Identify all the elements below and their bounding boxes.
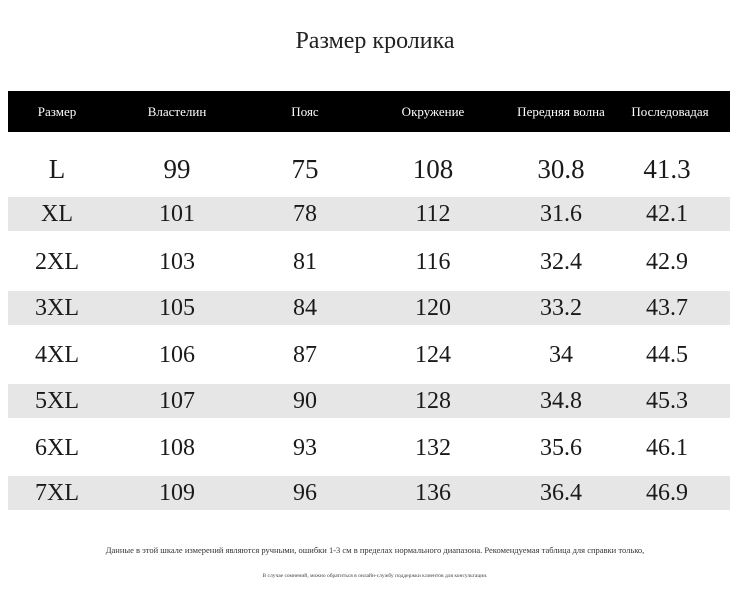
waist-cell: 96 bbox=[293, 480, 317, 506]
size-cell: 5XL bbox=[35, 388, 79, 414]
back-length-cell: 46.1 bbox=[646, 435, 688, 461]
front-length-cell: 34 bbox=[549, 342, 573, 368]
chest-cell: 108 bbox=[159, 435, 195, 461]
column-header-front-length: Передняя волна bbox=[517, 104, 605, 119]
chest-cell: 109 bbox=[159, 480, 195, 506]
back-length-cell: 44.5 bbox=[646, 342, 688, 368]
waist-cell: 75 bbox=[291, 154, 319, 184]
size-cell: XL bbox=[41, 201, 73, 227]
back-length-cell: 42.1 bbox=[646, 201, 688, 227]
front-length-cell: 36.4 bbox=[540, 480, 582, 506]
chest-cell: 107 bbox=[159, 388, 195, 414]
size-cell: 4XL bbox=[35, 342, 79, 368]
table-row bbox=[8, 431, 730, 465]
waist-cell: 78 bbox=[293, 201, 317, 227]
waist-cell: 81 bbox=[293, 249, 317, 275]
chest-cell: 106 bbox=[159, 342, 195, 368]
front-length-cell: 33.2 bbox=[540, 295, 582, 321]
waist-cell: 90 bbox=[293, 388, 317, 414]
column-header-hip: Окружение bbox=[401, 104, 465, 119]
column-header-back-length: Последовадая bbox=[631, 104, 709, 119]
table-row bbox=[8, 152, 730, 186]
page-title: Размер кролика bbox=[295, 28, 455, 54]
back-length-cell: 43.7 bbox=[646, 295, 688, 321]
measurement-disclaimer: Данные в этой шкале измерений являются ручными, ошибки 1-3 см в пределах нормального диапазона. Рекомендуемая таблица для справки только, bbox=[105, 545, 645, 555]
front-length-cell: 31.6 bbox=[540, 201, 582, 227]
size-cell: 2XL bbox=[35, 249, 79, 275]
table-header bbox=[8, 91, 730, 132]
chest-cell: 101 bbox=[159, 201, 195, 227]
hip-cell: 132 bbox=[415, 435, 451, 461]
front-length-cell: 30.8 bbox=[537, 154, 585, 184]
table-row bbox=[8, 197, 730, 231]
back-length-cell: 42.9 bbox=[646, 249, 688, 275]
column-header-waist: Пояс bbox=[291, 104, 319, 119]
table-row bbox=[8, 291, 730, 325]
size-cell: 3XL bbox=[35, 295, 79, 321]
waist-cell: 87 bbox=[293, 342, 317, 368]
hip-cell: 120 bbox=[415, 295, 451, 321]
support-note: В случае сомнений, можно обратиться в онлайн-службу поддержки клиентов для консультации. bbox=[262, 573, 488, 579]
size-cell: L bbox=[48, 154, 66, 184]
size-cell: 6XL bbox=[35, 435, 79, 461]
chest-cell: 103 bbox=[159, 249, 195, 275]
waist-cell: 84 bbox=[293, 295, 317, 321]
front-length-cell: 32.4 bbox=[540, 249, 582, 275]
back-length-cell: 41.3 bbox=[643, 154, 691, 184]
front-length-cell: 34.8 bbox=[540, 388, 582, 414]
hip-cell: 116 bbox=[415, 249, 451, 275]
column-header-size: Размер bbox=[37, 104, 77, 119]
front-length-cell: 35.6 bbox=[540, 435, 582, 461]
hip-cell: 112 bbox=[415, 201, 451, 227]
size-cell: 7XL bbox=[35, 480, 79, 506]
table-row bbox=[8, 338, 730, 372]
back-length-cell: 46.9 bbox=[646, 480, 688, 506]
hip-cell: 128 bbox=[415, 388, 451, 414]
hip-cell: 108 bbox=[412, 154, 454, 184]
back-length-cell: 45.3 bbox=[646, 388, 688, 414]
table-row bbox=[8, 245, 730, 279]
hip-cell: 124 bbox=[415, 342, 451, 368]
column-header-chest: Властелин bbox=[147, 104, 207, 119]
chest-cell: 99 bbox=[163, 154, 191, 184]
chest-cell: 105 bbox=[159, 295, 195, 321]
table-row bbox=[8, 476, 730, 510]
hip-cell: 136 bbox=[415, 480, 451, 506]
table-row bbox=[8, 384, 730, 418]
waist-cell: 93 bbox=[293, 435, 317, 461]
